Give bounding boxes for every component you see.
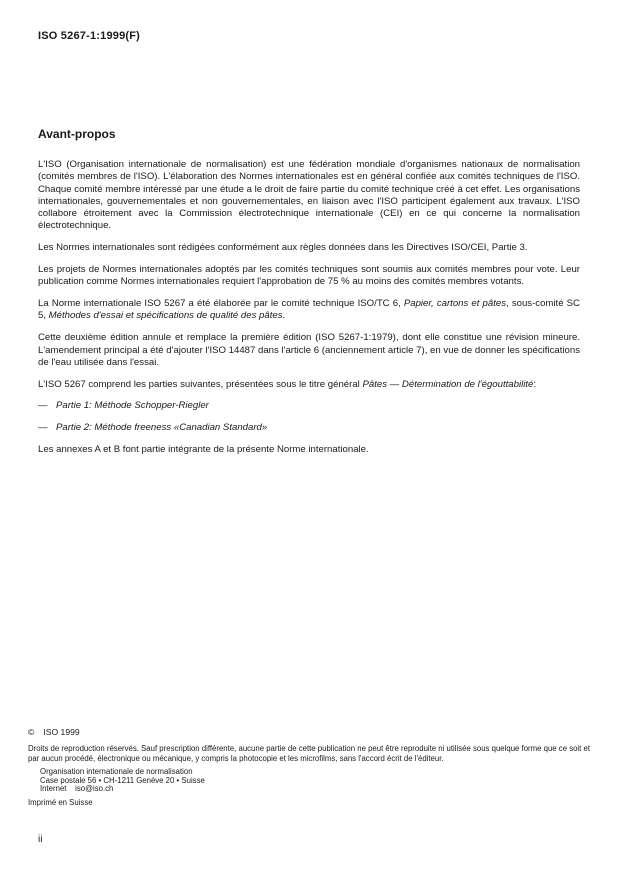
paragraph: [38, 264, 580, 289]
paragraph: [38, 379, 580, 391]
paragraph: [38, 298, 580, 323]
text-run: Partie 2: Méthode freeness «Canadian Standard»: [56, 422, 268, 434]
list-item: [38, 422, 580, 434]
printed-notice: Imprimé en Suisse: [28, 798, 93, 808]
text-run: Cette deuxième édition annule et remplace la première édition (ISO 5267-1:1979), dont elle constitue une révision mineure. L'amendement principal a été d'ajouter l'ISO 14487 dans l'article 6 (anciennement article 7), en vue de donner les spécifications de l'eau utilisée dans l'essai.: [38, 332, 580, 368]
page-number: ii: [38, 834, 43, 845]
text-run: Les projets de Normes internationales adoptés par les comités techniques sont soumis aux comités membres pour vote. Leur publication comme Normes internationales requiert l'approbation de 75 % au moins des comités membres votants.: [38, 264, 580, 288]
text-run: Partie 1: Méthode Schopper-Riegler: [56, 400, 209, 412]
list-dash: —: [38, 400, 48, 412]
publisher-address: [40, 768, 598, 795]
text-run: , sous-comité SC 5,: [38, 298, 580, 322]
address-line: Case postale 56 • CH-1211 Genève 20 • Suisse: [40, 775, 205, 785]
address-line: Internet iso@iso.ch: [40, 784, 114, 794]
copyright-year: ISO 1999: [43, 727, 80, 737]
text-run: Les annexes A et B font partie intégrante de la présente Norme internationale.: [38, 444, 369, 456]
list-item-text: [56, 422, 267, 434]
text-run: La Norme internationale ISO 5267 a été élaborée par le comité technique ISO/TC 6,: [38, 298, 404, 310]
paragraph: [38, 444, 580, 456]
document-designation: ISO 5267-1:1999(F): [38, 30, 141, 42]
text-run: Papier, cartons et pâtes: [403, 298, 507, 310]
copyright-line: [28, 727, 598, 737]
text-run: Méthodes d'essai et spécifications de qualité des pâtes: [48, 310, 283, 322]
text-run: L'ISO (Organisation internationale de normalisation) est une fédération mondiale d'organismes nationaux de normalisation (comités membres de l'ISO). L'élaboration des Normes internationales est en général confiée aux comités techniques de l'ISO. Chaque comité membre intéressé par une étude a le droit de faire partie du comité technique créé à cet effet. Les organisations internationales, gouvernementales et non gouvernementales, en liaison avec l'ISO participent également aux travaux. L'ISO collabore étroitement avec la Commission électrotechnique internationale (CEI) en ce qui concerne la normalisation électrotechnique.: [38, 159, 580, 232]
list-item-text: [56, 400, 209, 412]
address-line: Organisation internationale de normalisation: [40, 766, 193, 776]
paragraph: [38, 332, 580, 369]
text-run: :: [533, 378, 537, 390]
text-run: L'ISO 5267 comprend les parties suivantes, présentées sous le titre général: [38, 378, 363, 390]
paragraph: [38, 242, 580, 254]
footer: [28, 727, 598, 807]
paragraph: [38, 159, 580, 233]
body-content: [38, 159, 580, 466]
copyright-symbol: ©: [28, 727, 35, 737]
text-run: Les Normes internationales sont rédigées conformément aux règles données dans les Directives ISO/CEI, Partie 3.: [38, 242, 528, 254]
list-dash: —: [38, 422, 48, 434]
rights-notice: Droits de reproduction réservés. Sauf prescription différente, aucune partie de cette publication ne peut être reproduite ni utilisée sous quelque forme que ce soit et par aucun procédé, électronique ou mécanique, y compris la photocopie et les microfilms, sans l'accord écrit de l'éditeur.: [28, 744, 591, 763]
section-title: Avant-propos: [38, 127, 116, 141]
text-run: .: [282, 310, 286, 322]
text-run: Pâtes — Détermination de l'égouttabilité: [362, 378, 534, 390]
list-item: [38, 400, 580, 412]
